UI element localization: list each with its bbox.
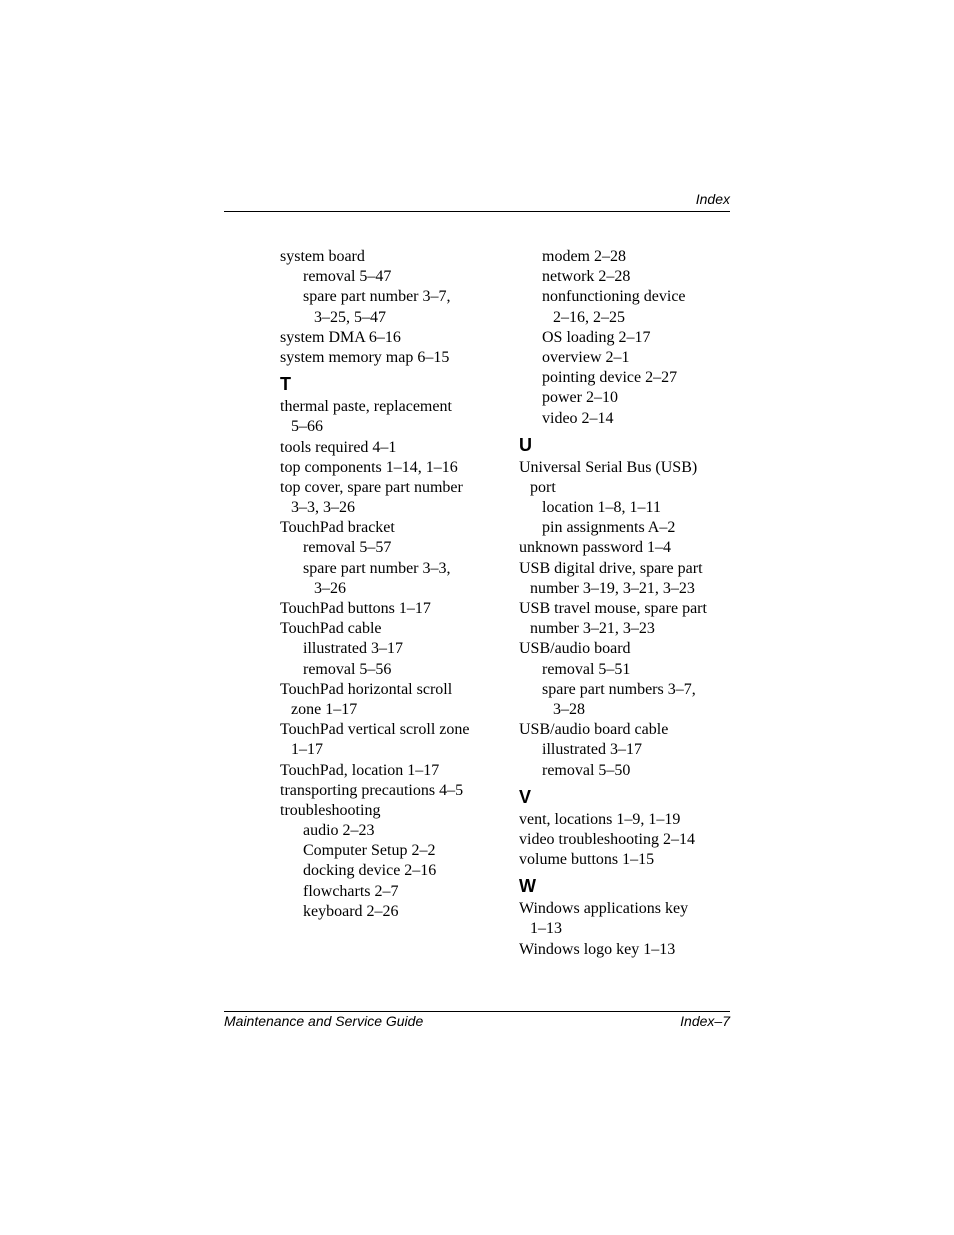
index-entry: TouchPad bracket: [280, 519, 395, 537]
index-entry: USB/audio board cable: [519, 721, 669, 739]
index-subentry: keyboard 2–26: [303, 902, 399, 920]
index-subentry: spare part number 3–3,: [303, 559, 451, 577]
index-entry: video troubleshooting 2–14: [519, 830, 695, 848]
index-entry: system memory map 6–15: [280, 348, 450, 366]
index-entry: top components 1–14, 1–16: [280, 458, 458, 476]
index-entry: volume buttons 1–15: [519, 851, 655, 869]
index-entry: system board: [280, 248, 365, 265]
index-entry-continuation: 3–3, 3–26: [291, 499, 355, 517]
index-subentry: location 1–8, 1–11: [542, 499, 661, 517]
index-entry: system DMA 6–16: [280, 328, 401, 346]
index-entry-continuation: 3–26: [314, 579, 346, 597]
index-subentry: removal 5–51: [542, 660, 631, 678]
index-subentry: video 2–14: [542, 409, 614, 427]
index-subentry: pin assignments A–2: [542, 519, 676, 537]
index-subentry: audio 2–23: [303, 822, 375, 840]
index-entry: Universal Serial Bus (USB): [519, 458, 698, 476]
index-entry: USB travel mouse, spare part: [519, 600, 707, 617]
running-head: Index: [695, 191, 730, 207]
footer-page-number: Index–7: [680, 1013, 730, 1029]
index-entry-continuation: port: [530, 478, 556, 496]
index-entry: unknown password 1–4: [519, 539, 671, 557]
index-subentry: removal 5–56: [303, 660, 392, 678]
index-entry: TouchPad buttons 1–17: [280, 600, 431, 617]
index-subentry: network 2–28: [542, 268, 631, 286]
index-entry-continuation: 3–28: [553, 700, 585, 718]
index-subentry: modem 2–28: [542, 248, 626, 265]
index-entry-continuation: 2–16, 2–25: [553, 308, 625, 326]
index-subentry: removal 5–50: [542, 761, 631, 779]
index-subentry: illustrated 3–17: [542, 741, 642, 759]
index-entry: transporting precautions 4–5: [280, 781, 464, 799]
index-section-letter: V: [519, 786, 532, 807]
index-section-letter: W: [519, 876, 536, 897]
index-entry: TouchPad cable: [280, 620, 382, 638]
index-entry: USB digital drive, spare part: [519, 559, 703, 577]
index-entry: TouchPad, location 1–17: [280, 761, 440, 779]
index-subentry: power 2–10: [542, 389, 618, 407]
index-column-left: [280, 247, 495, 922]
index-section-letter: T: [280, 374, 291, 395]
footer-rule: [224, 1011, 730, 1012]
index-subentry: nonfunctioning device: [542, 288, 686, 306]
index-entry: thermal paste, replacement: [280, 398, 452, 416]
index-entry: troubleshooting: [280, 801, 381, 819]
index-entry-continuation: 5–66: [291, 418, 323, 436]
index-entry-continuation: 3–25, 5–47: [314, 308, 386, 326]
index-subentry: removal 5–57: [303, 539, 392, 557]
index-entry: USB/audio board: [519, 640, 631, 658]
index-entry: vent, locations 1–9, 1–19: [519, 810, 681, 828]
index-entry: TouchPad horizontal scroll: [280, 680, 453, 698]
index-entry-continuation: zone 1–17: [291, 700, 358, 718]
index-subentry: overview 2–1: [542, 348, 630, 366]
index-subentry: spare part numbers 3–7,: [542, 680, 696, 698]
index-column-right: [519, 247, 734, 960]
index-subentry: Computer Setup 2–2: [303, 842, 436, 860]
index-subentry: spare part number 3–7,: [303, 288, 451, 306]
index-subentry: illustrated 3–17: [303, 640, 403, 658]
index-subentry: pointing device 2–27: [542, 369, 678, 387]
index-entry-continuation: 1–17: [291, 741, 323, 759]
index-entry-continuation: 1–13: [530, 920, 562, 938]
index-entry: TouchPad vertical scroll zone: [280, 721, 470, 739]
index-entry-continuation: number 3–21, 3–23: [530, 620, 655, 638]
index-entry: top cover, spare part number: [280, 478, 463, 496]
index-entry: Windows applications key: [519, 900, 689, 918]
index-entry: tools required 4–1: [280, 438, 397, 456]
index-subentry: docking device 2–16: [303, 862, 437, 880]
index-entry: Windows logo key 1–13: [519, 940, 676, 958]
index-subentry: OS loading 2–17: [542, 328, 651, 346]
index-subentry: removal 5–47: [303, 268, 392, 286]
index-entry-continuation: number 3–19, 3–21, 3–23: [530, 579, 695, 597]
footer-guide-title: Maintenance and Service Guide: [224, 1013, 424, 1029]
index-section-letter: U: [519, 434, 532, 455]
header-rule: [224, 211, 730, 212]
index-subentry: flowcharts 2–7: [303, 882, 399, 900]
